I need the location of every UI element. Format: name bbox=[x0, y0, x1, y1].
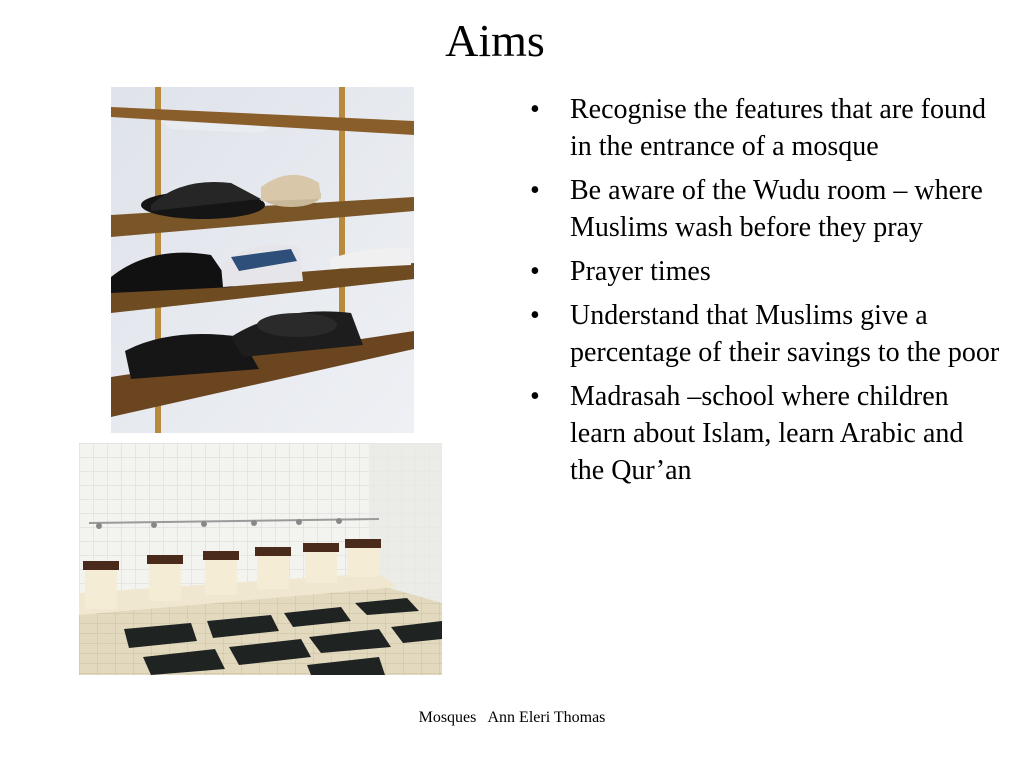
list-item bbox=[530, 297, 1000, 371]
shoe-rack-photo bbox=[111, 87, 414, 433]
bullet-text: Be aware of the Wudu room – where Muslims wash before they pray bbox=[570, 175, 983, 243]
list-item bbox=[530, 91, 1000, 165]
bullet-text: Understand that Muslims give a percentage of their savings to the poor bbox=[570, 300, 1000, 368]
slide-footer: Mosques Ann Eleri Thomas bbox=[418, 709, 606, 726]
bullet-text: Recognise the features that are found in the entrance of a mosque bbox=[570, 94, 986, 162]
wudu-room-photo bbox=[79, 443, 442, 675]
bullet-text: Prayer times bbox=[570, 256, 711, 287]
bullet-icon: • bbox=[530, 300, 540, 331]
slide-title: Aims bbox=[445, 15, 545, 66]
bullet-icon: • bbox=[530, 94, 540, 125]
list-item bbox=[530, 378, 1000, 489]
list-item bbox=[530, 172, 1000, 246]
aims-bullet-list bbox=[530, 91, 1000, 496]
bullet-icon: • bbox=[530, 256, 540, 287]
bullet-text: Madrasah –school where children learn about Islam, learn Arabic and the Qur’an bbox=[570, 381, 964, 486]
bullet-icon: • bbox=[530, 175, 540, 206]
list-item bbox=[530, 253, 1000, 290]
bullet-icon: • bbox=[530, 381, 540, 412]
